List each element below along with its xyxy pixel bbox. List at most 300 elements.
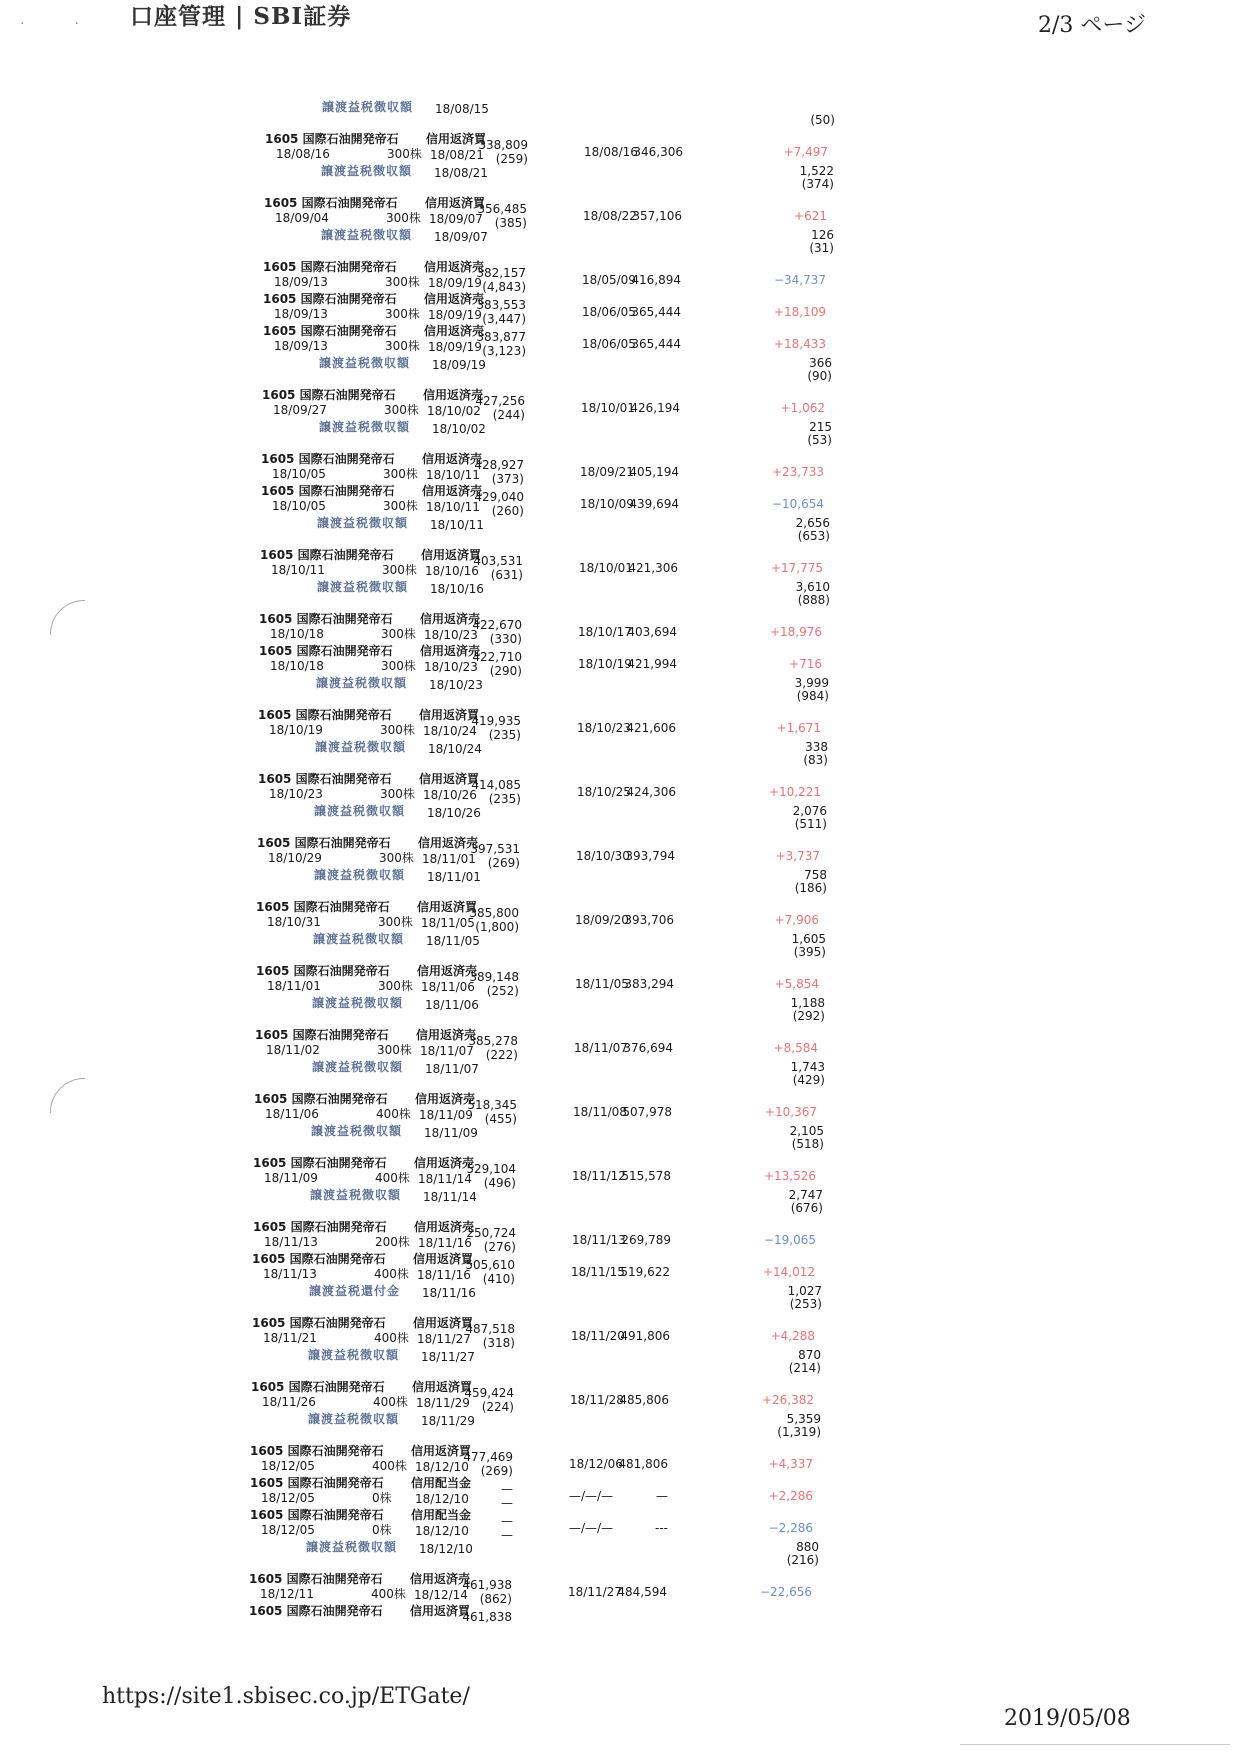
fee-amount-text: (235) <box>488 728 521 742</box>
tax-label: 譲渡益税徴収額 <box>310 1188 402 1202</box>
trade-type: 信用返済買 <box>417 900 478 914</box>
fee-amount-text: (3,447) <box>482 312 526 326</box>
settlement-amount-text: — <box>501 1482 513 1496</box>
open-date: 18/08/22 <box>583 209 637 223</box>
page-edge-line <box>960 1744 1230 1745</box>
open-date: 18/09/21 <box>580 465 634 479</box>
trade-row <box>0 548 830 582</box>
fee-amount-text: (252) <box>486 984 519 998</box>
trade-date: 18/10/05 <box>272 499 326 513</box>
scan-marks: .. <box>20 12 129 28</box>
trade-type: 信用返済買 <box>413 1252 474 1266</box>
security-name: 1605 国際石油開発帝石 <box>252 1316 386 1330</box>
open-cost-text: 485,806 <box>619 1393 669 1407</box>
tax-date: 18/12/10 <box>419 1542 473 1556</box>
trade-date: 18/10/29 <box>268 851 322 865</box>
gain-amount: 1,522 <box>799 164 834 178</box>
profit-loss-text: +18,433 <box>773 337 826 351</box>
trade-row <box>0 484 831 518</box>
settlement-amount-text: 518,345 <box>467 1098 517 1112</box>
settle-date: 18/09/19 <box>428 340 482 354</box>
gain-amount: 2,076 <box>792 804 827 818</box>
profit-loss-text: +2,286 <box>768 1489 813 1503</box>
tax-label: 譲渡益税徴収額 <box>317 580 409 594</box>
open-cost-text: 403,694 <box>627 625 677 639</box>
trade-date: 18/11/13 <box>263 1267 317 1281</box>
open-cost-text: 393,794 <box>625 849 675 863</box>
security-name: 1605 国際石油開発帝石 <box>263 292 397 306</box>
gain-amount: 880 <box>796 1540 819 1554</box>
tax-row <box>0 1348 821 1378</box>
settle-date: 18/10/16 <box>425 564 479 578</box>
tax-row <box>0 1284 822 1314</box>
trade-type: 信用返済買 <box>421 548 482 562</box>
tax-amount: (374) <box>801 177 834 191</box>
tax-row <box>0 1412 821 1442</box>
open-date: 18/11/07 <box>574 1041 628 1055</box>
gain-amount: 215 <box>809 420 832 434</box>
trade-date: 18/09/13 <box>274 339 328 353</box>
security-name: 1605 国際石油開発帝石 <box>263 324 397 338</box>
settlement-amount-text: 382,157 <box>476 266 526 280</box>
gain-amount: 1,188 <box>790 996 825 1010</box>
settle-date: 18/08/21 <box>430 148 484 162</box>
trade-type: 信用配当金 <box>411 1508 472 1522</box>
tax-label: 譲渡益税徴収額 <box>321 228 413 242</box>
settle-date: 18/09/07 <box>429 212 483 226</box>
security-name: 1605 国際石油開発帝石 <box>249 1604 383 1618</box>
settlement-amount-text: 383,877 <box>476 330 526 344</box>
quantity: 400株 <box>374 1267 409 1281</box>
quantity: 400株 <box>375 1171 410 1185</box>
open-cost-text: --- <box>655 1521 668 1535</box>
tax-amount: (429) <box>792 1073 825 1087</box>
trade-row <box>0 1476 820 1510</box>
tax-date: 18/10/24 <box>428 742 482 756</box>
quantity: 300株 <box>386 211 421 225</box>
quantity: 300株 <box>380 787 415 801</box>
gain-amount: 1,605 <box>791 932 826 946</box>
open-date: —/—/— <box>569 1521 614 1535</box>
trade-date: 18/11/06 <box>265 1107 319 1121</box>
quantity: 0株 <box>372 1523 392 1537</box>
trade-row <box>0 708 828 742</box>
trade-date: 18/10/05 <box>272 467 326 481</box>
quantity: 400株 <box>373 1395 408 1409</box>
profit-loss-text: +13,526 <box>763 1169 816 1183</box>
quantity: 300株 <box>377 1043 412 1057</box>
trade-row <box>0 964 826 998</box>
settle-date: 18/10/23 <box>424 660 478 674</box>
settlement-amount-text: 461,938 <box>462 1578 512 1592</box>
open-date: 18/10/23 <box>577 721 631 735</box>
gain-amount: 2,656 <box>795 516 830 530</box>
tax-amount: (888) <box>797 593 830 607</box>
tax-row <box>0 580 830 610</box>
tax-row <box>0 420 832 450</box>
profit-loss-text: −19,065 <box>763 1233 816 1247</box>
profit-loss-text: −10,654 <box>771 497 824 511</box>
open-cost-text: 507,978 <box>622 1105 672 1119</box>
security-name: 1605 国際石油開発帝石 <box>258 708 392 722</box>
settlement-amount-text: 383,553 <box>476 298 526 312</box>
trade-date: 18/09/04 <box>275 211 329 225</box>
tax-row <box>0 868 827 898</box>
security-name: 1605 国際石油開発帝石 <box>250 1508 384 1522</box>
security-name: 1605 国際石油開発帝石 <box>261 484 395 498</box>
settlement-amount-text: 429,040 <box>474 490 524 504</box>
settlement-amount-text: 385,278 <box>468 1034 518 1048</box>
settle-date: 18/11/14 <box>418 1172 472 1186</box>
trade-type: 信用返済売 <box>418 836 479 850</box>
quantity: 300株 <box>378 915 413 929</box>
settlement-amount-text: 459,424 <box>464 1386 514 1400</box>
fee-amount-text: (276) <box>483 1240 516 1254</box>
trade-type: 信用返済買 <box>419 772 480 786</box>
open-date: 18/11/28 <box>570 1393 624 1407</box>
quantity: 300株 <box>383 467 418 481</box>
trade-row <box>0 836 827 870</box>
profit-loss-text: +1,671 <box>776 721 821 735</box>
tax-label: 譲渡益税徴収額 <box>314 804 406 818</box>
quantity: 300株 <box>378 979 413 993</box>
trade-type: 信用返済売 <box>410 1572 471 1586</box>
profit-loss-text: +3,737 <box>775 849 820 863</box>
security-name: 1605 国際石油開発帝石 <box>251 1380 385 1394</box>
fee-amount-text: (222) <box>485 1048 518 1062</box>
open-date: 18/10/01 <box>579 561 633 575</box>
trade-row <box>0 196 834 230</box>
settle-date: 18/11/09 <box>419 1108 473 1122</box>
settlement-amount-text: 419,935 <box>471 714 521 728</box>
fee-amount-text: — <box>501 1496 513 1510</box>
trade-date: 18/08/16 <box>276 147 330 161</box>
trade-date: 18/09/13 <box>274 307 328 321</box>
quantity: 400株 <box>374 1331 409 1345</box>
trade-type: 信用返済売 <box>420 612 481 626</box>
tax-label: 譲渡益税徴収額 <box>315 740 407 754</box>
trade-type: 信用返済売 <box>424 292 485 306</box>
open-cost-text: 421,994 <box>627 657 677 671</box>
gain-amount: 758 <box>804 868 827 882</box>
trade-type: 信用返済買 <box>410 1604 471 1618</box>
settle-date: 18/11/16 <box>417 1268 471 1282</box>
security-name: 1605 国際石油開発帝石 <box>260 548 394 562</box>
open-cost-text: 405,194 <box>629 465 679 479</box>
fee-amount-text: (244) <box>492 408 525 422</box>
open-date: 18/11/12 <box>572 1169 626 1183</box>
settlement-amount-text: 487,518 <box>465 1322 515 1336</box>
settle-date: 18/10/24 <box>423 724 477 738</box>
tax-row <box>0 740 828 770</box>
quantity: 0株 <box>372 1491 392 1505</box>
tax-row <box>0 932 826 962</box>
fee-amount-text: (259) <box>495 152 528 166</box>
trade-date: 18/11/01 <box>267 979 321 993</box>
tax-label: 譲渡益税徴収額 <box>319 420 411 434</box>
settlement-amount-text: 477,469 <box>463 1450 513 1464</box>
trade-type: 信用返済買 <box>413 1316 474 1330</box>
trade-type: 信用配当金 <box>411 1476 472 1490</box>
tax-amount: (90) <box>807 369 832 383</box>
trade-date: 18/11/13 <box>264 1235 318 1249</box>
fee-amount-text: (631) <box>490 568 523 582</box>
open-cost-text: 365,444 <box>631 305 681 319</box>
tax-date: 18/11/05 <box>426 934 480 948</box>
trade-type: 信用返済売 <box>420 644 481 658</box>
trade-date: 18/10/19 <box>269 723 323 737</box>
tax-label: 譲渡益税徴収額 <box>322 100 414 114</box>
tax-label: 譲渡益税徴収額 <box>311 1124 403 1138</box>
tax-row <box>0 1060 825 1090</box>
trade-row <box>0 260 833 294</box>
settlement-amount-text: 250,724 <box>466 1226 516 1240</box>
open-date: 18/10/01 <box>581 401 635 415</box>
tax-date: 18/08/21 <box>434 166 488 180</box>
quantity: 300株 <box>381 627 416 641</box>
settlement-amount-text: 461,838 <box>462 1610 512 1624</box>
trade-type: 信用返済買 <box>419 708 480 722</box>
fee-amount-text: (373) <box>491 472 524 486</box>
tax-row <box>0 356 832 386</box>
trade-row <box>0 292 833 326</box>
trade-date: 18/11/26 <box>262 1395 316 1409</box>
trade-row <box>0 388 832 422</box>
open-date: —/—/— <box>569 1489 614 1503</box>
trade-row <box>0 612 829 646</box>
trade-row <box>0 1604 819 1634</box>
profit-loss-text: +18,976 <box>769 625 822 639</box>
trade-type: 信用返済売 <box>414 1220 475 1234</box>
security-name: 1605 国際石油開発帝石 <box>264 196 398 210</box>
fee-amount-text: (269) <box>487 856 520 870</box>
tax-label: 譲渡益税徴収額 <box>321 164 413 178</box>
quantity: 400株 <box>376 1107 411 1121</box>
gain-amount: 3,610 <box>795 580 830 594</box>
trade-date: 18/10/11 <box>271 563 325 577</box>
fee-amount-text: (862) <box>479 1592 512 1606</box>
profit-loss-text: +4,288 <box>770 1329 815 1343</box>
settle-date: 18/10/23 <box>424 628 478 642</box>
tax-date: 18/09/07 <box>434 230 488 244</box>
fee-amount-text: (455) <box>484 1112 517 1126</box>
open-cost-text: 421,606 <box>626 721 676 735</box>
settlement-amount-text: 428,927 <box>474 458 524 472</box>
open-date: 18/11/15 <box>571 1265 625 1279</box>
footer-url: https://site1.sbisec.co.jp/ETGate/ <box>102 1684 470 1709</box>
open-date: 18/10/09 <box>580 497 634 511</box>
trade-row <box>0 1092 824 1126</box>
tax-label: 譲渡益税徴収額 <box>312 996 404 1010</box>
settle-date: 18/11/07 <box>420 1044 474 1058</box>
trade-row <box>0 1252 822 1286</box>
tax-row <box>0 228 834 258</box>
profit-loss-text: +17,775 <box>770 561 823 575</box>
security-name: 1605 国際石油開発帝石 <box>250 1476 384 1490</box>
settle-date: 18/12/14 <box>414 1588 468 1602</box>
open-cost-text: 481,806 <box>618 1457 668 1471</box>
tax-amount: (518) <box>791 1137 824 1151</box>
trade-row <box>0 1508 820 1542</box>
trade-row <box>0 900 826 934</box>
quantity: 300株 <box>381 659 416 673</box>
footer-date: 2019/05/08 <box>1004 1706 1131 1731</box>
settle-date: 18/12/10 <box>415 1492 469 1506</box>
security-name: 1605 国際石油開発帝石 <box>256 964 390 978</box>
trade-date: 18/10/18 <box>270 627 324 641</box>
fee-amount-text: (385) <box>494 216 527 230</box>
trade-date: 18/12/05 <box>261 1459 315 1473</box>
fee-amount-text: (235) <box>488 792 521 806</box>
tax-row <box>0 164 834 194</box>
trade-row <box>0 1444 820 1478</box>
open-date: 18/06/05 <box>582 305 636 319</box>
trade-row <box>0 1572 819 1606</box>
settle-date: 18/12/10 <box>415 1460 469 1474</box>
settle-date: 18/11/01 <box>422 852 476 866</box>
fee-amount-text: — <box>501 1528 513 1542</box>
open-cost-text: 426,194 <box>630 401 680 415</box>
fee-amount-text: (269) <box>480 1464 513 1478</box>
settlement-amount-text: 422,710 <box>472 650 522 664</box>
tax-date: 18/10/23 <box>429 678 483 692</box>
settlement-amount-text: 356,485 <box>477 202 527 216</box>
tax-amount: (395) <box>793 945 826 959</box>
security-name: 1605 国際石油開発帝石 <box>262 388 396 402</box>
open-date: 18/10/25 <box>577 785 631 799</box>
settlement-amount-text: 338,809 <box>478 138 528 152</box>
gain-amount: 5,359 <box>786 1412 821 1426</box>
open-cost-text: 424,306 <box>626 785 676 799</box>
profit-loss-text: −22,656 <box>759 1585 812 1599</box>
settle-date: 18/11/16 <box>418 1236 472 1250</box>
open-cost-text: 365,444 <box>631 337 681 351</box>
open-cost-text: 269,789 <box>621 1233 671 1247</box>
tax-amount: (214) <box>788 1361 821 1375</box>
settle-date: 18/09/19 <box>428 276 482 290</box>
tax-row <box>0 1540 819 1570</box>
trade-type: 信用返済売 <box>416 1028 477 1042</box>
open-cost-text: 519,622 <box>620 1265 670 1279</box>
security-name: 1605 国際石油開発帝石 <box>259 644 393 658</box>
tax-label: 譲渡益税徴収額 <box>306 1540 398 1554</box>
fee-amount-text: (410) <box>482 1272 515 1286</box>
tax-label: 譲渡益税徴収額 <box>317 516 409 530</box>
security-name: 1605 国際石油開発帝石 <box>254 1092 388 1106</box>
tax-label: 譲渡益税徴収額 <box>312 1060 404 1074</box>
open-date: 18/11/27 <box>568 1585 622 1599</box>
settle-date: 18/09/19 <box>428 308 482 322</box>
tax-amount: (292) <box>792 1009 825 1023</box>
trade-type: 信用返済買 <box>426 132 487 146</box>
profit-loss-text: +10,367 <box>764 1105 817 1119</box>
profit-loss-text: +1,062 <box>780 401 825 415</box>
tax-date: 18/11/16 <box>422 1286 476 1300</box>
fee-amount-text: (260) <box>491 504 524 518</box>
tax-date: 18/09/19 <box>432 358 486 372</box>
profit-loss-text: +10,221 <box>768 785 821 799</box>
fee-amount-text: (3,123) <box>482 344 526 358</box>
tax-row <box>0 996 825 1026</box>
fee-amount-text: (1,800) <box>475 920 519 934</box>
settle-date: 18/10/02 <box>427 404 481 418</box>
open-cost-text: 439,694 <box>629 497 679 511</box>
trade-date: 18/10/31 <box>267 915 321 929</box>
open-cost-text: 515,578 <box>621 1169 671 1183</box>
tax-label: 譲渡益税徴収額 <box>316 676 408 690</box>
tax-amount: (984) <box>796 689 829 703</box>
trade-type: 信用返済売 <box>422 484 483 498</box>
gain-amount: 1,743 <box>790 1060 825 1074</box>
trade-row <box>0 452 831 486</box>
fee-amount-text: (290) <box>489 664 522 678</box>
tax-row <box>0 1124 824 1154</box>
profit-loss-text: +18,109 <box>773 305 826 319</box>
trade-row <box>0 1380 821 1414</box>
open-cost-text: 376,694 <box>623 1041 673 1055</box>
open-date: 18/11/20 <box>571 1329 625 1343</box>
open-date: 18/11/05 <box>575 977 629 991</box>
security-name: 1605 国際石油開発帝石 <box>253 1220 387 1234</box>
open-cost-text: 383,294 <box>624 977 674 991</box>
settle-date: 18/11/27 <box>417 1332 471 1346</box>
open-date: 18/11/13 <box>572 1233 626 1247</box>
tax-date: 18/11/07 <box>425 1062 479 1076</box>
tax-row <box>0 100 835 130</box>
tax-row <box>0 804 827 834</box>
trade-type: 信用返済買 <box>411 1444 472 1458</box>
settlement-amount-text: 403,531 <box>473 554 523 568</box>
settle-date: 18/11/05 <box>421 916 475 930</box>
fee-amount-text: (318) <box>482 1336 515 1350</box>
tax-date: 18/11/09 <box>424 1126 478 1140</box>
quantity: 300株 <box>382 563 417 577</box>
open-date: 18/09/20 <box>575 913 629 927</box>
trade-date: 18/10/18 <box>270 659 324 673</box>
quantity: 300株 <box>383 499 418 513</box>
settlement-amount-text: 529,104 <box>466 1162 516 1176</box>
trade-type: 信用返済売 <box>424 260 485 274</box>
trade-type: 信用返済売 <box>424 324 485 338</box>
tax-date: 18/11/14 <box>423 1190 477 1204</box>
quantity: 300株 <box>387 147 422 161</box>
settle-date: 18/10/26 <box>423 788 477 802</box>
page-number: 2/3 ページ <box>1038 13 1146 38</box>
tax-amount: (1,319) <box>777 1425 821 1439</box>
trade-date: 18/09/13 <box>274 275 328 289</box>
tax-amount: (253) <box>789 1297 822 1311</box>
security-name: 1605 国際石油開発帝石 <box>258 772 392 786</box>
open-date: 18/11/08 <box>573 1105 627 1119</box>
fee-amount-text: (4,843) <box>482 280 526 294</box>
open-date: 18/06/05 <box>582 337 636 351</box>
open-cost-text: 484,594 <box>617 1585 667 1599</box>
settle-date: 18/10/11 <box>426 468 480 482</box>
open-cost-text: 393,706 <box>624 913 674 927</box>
security-name: 1605 国際石油開発帝石 <box>256 900 390 914</box>
security-name: 1605 国際石油開発帝石 <box>265 132 399 146</box>
profit-loss-text: −34,737 <box>773 273 826 287</box>
gain-amount: 126 <box>811 228 834 242</box>
profit-loss-text: +4,337 <box>768 1457 813 1471</box>
tax-row <box>0 676 829 706</box>
settlement-amount-text: 397,531 <box>470 842 520 856</box>
trade-type: 信用返済買 <box>412 1380 473 1394</box>
security-name: 1605 国際石油開発帝石 <box>257 836 391 850</box>
tax-amount: (50) <box>810 113 835 127</box>
settlement-amount-text: — <box>501 1514 513 1528</box>
profit-loss-text: +7,906 <box>774 913 819 927</box>
